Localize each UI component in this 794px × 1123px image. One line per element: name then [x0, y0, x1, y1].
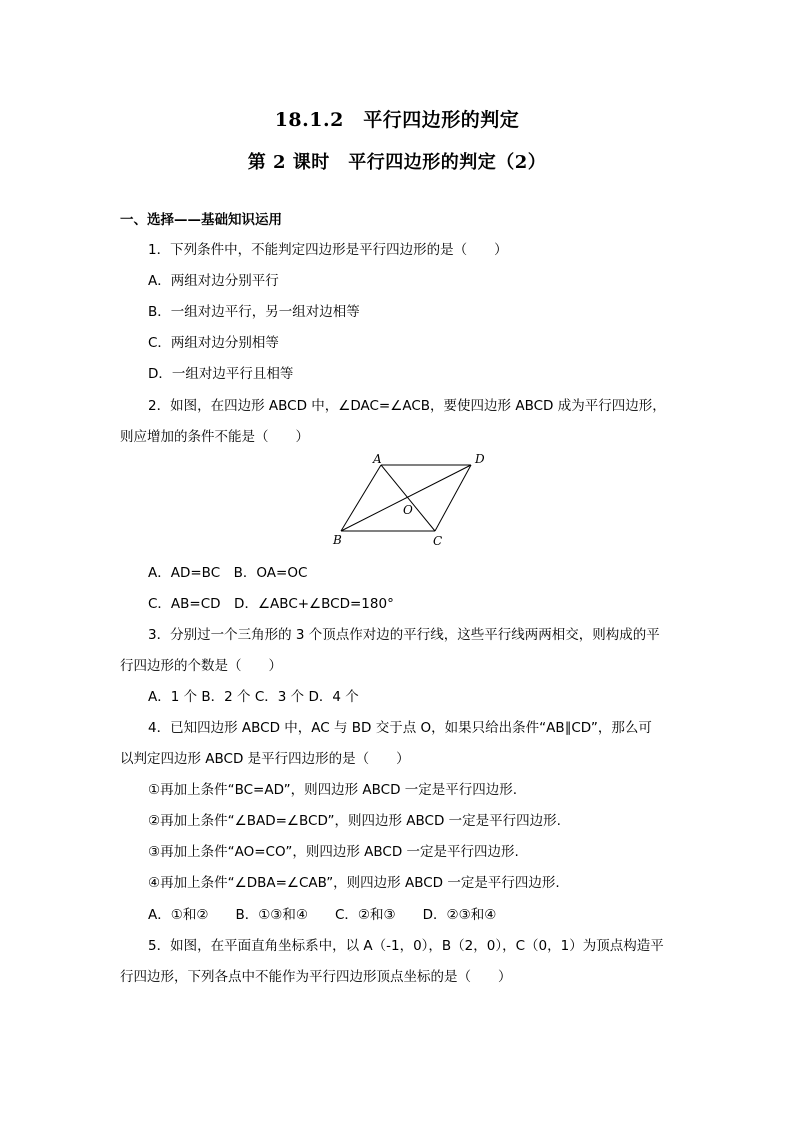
q3-stem-line2: 行四边形的个数是（ ）: [120, 658, 282, 674]
q4-stem-line2: 以判定四边形 ABCD 是平行四边形的是（ ）: [120, 751, 410, 767]
q4-condition-1: ①再加上条件“BC=AD”，则四边形 ABCD 一定是平行四边形.: [148, 782, 518, 798]
q2-stem-line2: 则应增加的条件不能是（ ）: [120, 429, 309, 445]
q5-stem-line1: 5．如图，在平面直角坐标系中，以 A（-1，0），B（2，0），C（0，1）为顶点构造平: [148, 938, 664, 954]
diagonal-ac: [381, 465, 435, 531]
q2-options-row1: A．AD=BC B．OA=OC: [148, 565, 308, 581]
section-heading: 一、选择——基础知识运用: [120, 212, 282, 228]
q3-options: A．1 个 B．2 个 C．3 个 D．4 个: [148, 689, 359, 705]
segment-dc: [435, 465, 471, 531]
label-a: A: [373, 452, 382, 466]
q1-stem: 1．下列条件中，不能判定四边形是平行四边形的是（ ）: [148, 242, 508, 258]
q1-option-b: B．一组对边平行，另一组对边相等: [148, 304, 360, 320]
page-title: 18.1.2 平行四边形的判定: [274, 109, 520, 131]
q2-options-row2: C．AB=CD D．∠ABC+∠BCD=180°: [148, 596, 394, 612]
q1-option-c: C．两组对边分别相等: [148, 335, 279, 351]
label-o: O: [403, 503, 413, 517]
parallelogram-figure: [330, 452, 495, 552]
q4-stem-line1: 4．已知四边形 ABCD 中，AC 与 BD 交于点 O，如果只给出条件“AB∥CD”，那么可: [148, 720, 652, 736]
q2-stem-line1: 2．如图，在四边形 ABCD 中，∠DAC=∠ACB，要使四边形 ABCD 成为平行四边形，: [148, 398, 666, 414]
q4-condition-2: ②再加上条件“∠BAD=∠BCD”，则四边形 ABCD 一定是平行四边形.: [148, 813, 561, 829]
q4-condition-4: ④再加上条件“∠DBA=∠CAB”，则四边形 ABCD 一定是平行四边形.: [148, 875, 560, 891]
q4-options: A．①和② B．①③和④ C．②和③ D．②③和④: [148, 907, 497, 923]
label-c: C: [433, 534, 443, 548]
q1-option-d: D．一组对边平行且相等: [148, 366, 294, 382]
label-b: B: [333, 533, 342, 547]
q4-condition-3: ③再加上条件“AO=CO”，则四边形 ABCD 一定是平行四边形.: [148, 844, 519, 860]
q3-stem-line1: 3．分别过一个三角形的 3 个顶点作对边的平行线，这些平行线两两相交，则构成的平: [148, 627, 660, 643]
q1-option-a: A．两组对边分别平行: [148, 273, 279, 289]
label-d: D: [475, 452, 485, 466]
page-subtitle: 第 2 课时 平行四边形的判定（2）: [247, 152, 547, 173]
q5-stem-line2: 行四边形，下列各点中不能作为平行四边形顶点坐标的是（ ）: [120, 969, 512, 985]
